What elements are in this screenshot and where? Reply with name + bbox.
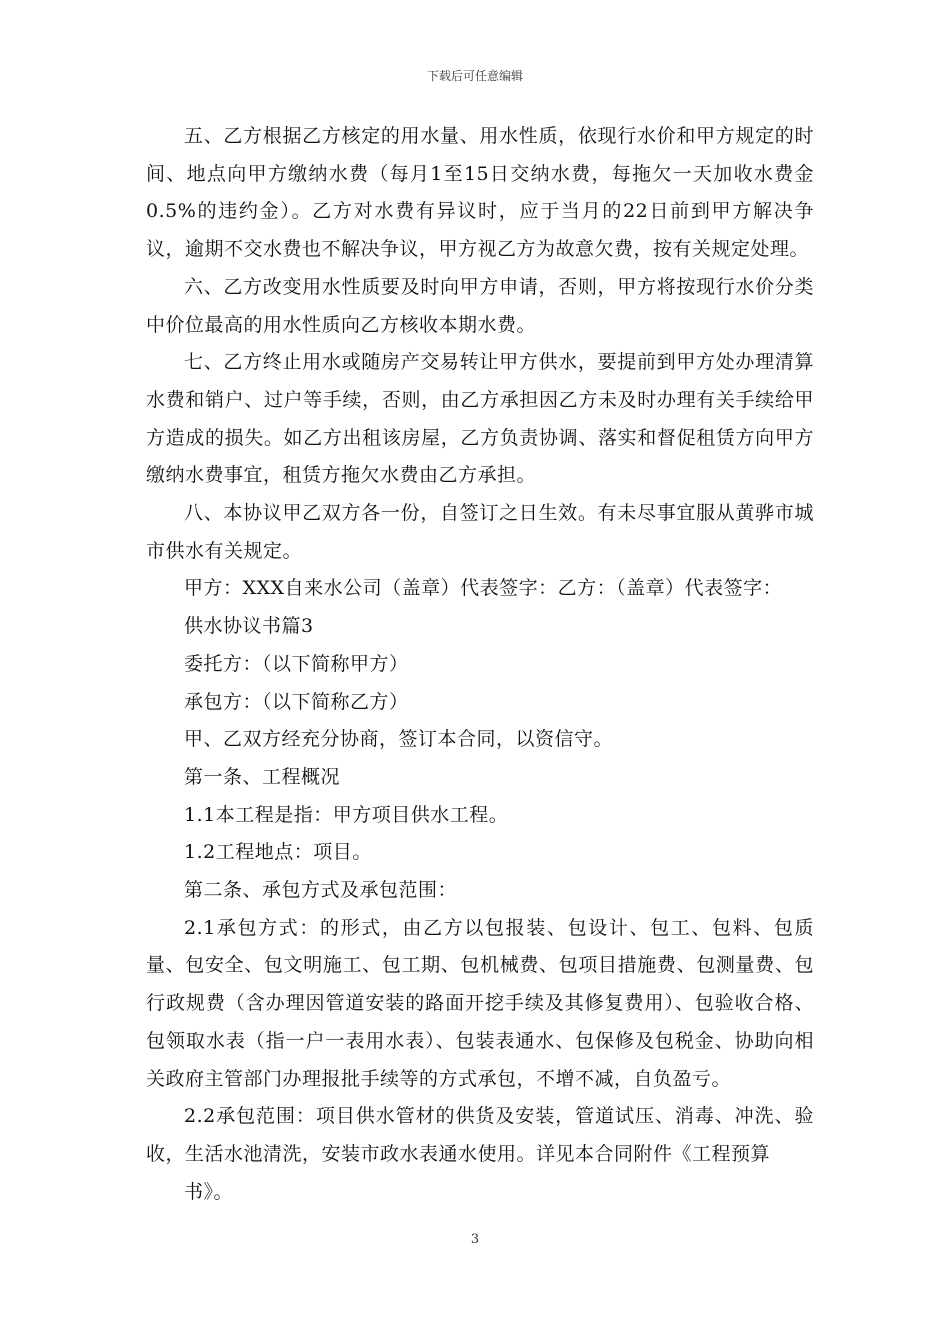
item-2-1: 2.1承包方式：的形式，由乙方以包报装、包设计、包工、包料、包质量、包安全、包文明施工、包工期、包机械费、包项目措施费、包测量费、包行政规费（含办理因管道安装的路面开挖手续及其修复费用）、包验收合格、包领取水表（指一户一表用水表）、包装表通水、包保修及包税金、协助向相关政府主管部门办理报批手续等的方式承包，不增不减，自负盈亏。 bbox=[146, 916, 814, 1090]
paragraph-clause-8: 八、本协议甲乙双方各一份，自签订之日生效。有未尽事宜服从黄骅市城市供水有关规定。 bbox=[146, 502, 814, 562]
paragraph-clause-6: 六、乙方改变用水性质要及时向甲方申请，否则，甲方将按现行水价分类中价位最高的用水性质向乙方核收本期水费。 bbox=[146, 275, 814, 336]
document-body bbox=[146, 118, 814, 1211]
page-number: 3 bbox=[470, 1232, 480, 1247]
item-2-2: 2.2承包范围：项目供水管材的供货及安装，管道试压、消毒、冲洗、验收，生活水池清洗，安装市政水表通水使用。详见本合同附件《工程预算 bbox=[146, 1105, 814, 1165]
article-2-heading: 第二条、承包方式及承包范围： bbox=[184, 879, 458, 902]
party-a-line: 委托方：（以下简称甲方） bbox=[184, 652, 409, 675]
paragraph-clause-7: 七、乙方终止用水或随房产交易转让甲方供水，要提前到甲方处办理清算水费和销户、过户等手续，否则，由乙方承担因乙方未及时办理有关手续给甲方造成的损失。如乙方出租该房屋，乙方负责协调、落实和督促租赁方向甲方缴纳水费事宜，租赁方拖欠水费由乙方承担。 bbox=[146, 351, 814, 487]
page-header: 下载后可任意编辑 bbox=[426, 69, 523, 83]
agreement-statement: 甲、乙双方经充分协商，签订本合同，以资信守。 bbox=[184, 728, 614, 751]
party-b-line: 承包方：（以下简称乙方） bbox=[184, 690, 409, 713]
item-1-2: 1.2工程地点：项目。 bbox=[184, 841, 372, 864]
article-1-heading: 第一条、工程概况 bbox=[184, 765, 341, 788]
item-1-1: 1.1本工程是指：甲方项目供水工程。 bbox=[184, 803, 509, 826]
paragraph-clause-5: 五、乙方根据乙方核定的用水量、用水性质，依现行水价和甲方规定的时间、地点向甲方缴纳水费（每月1至15日交纳水费，每拖欠一天加收水费金0.5%的违约金）。乙方对水费有异议时，应于当月的22日前到甲方解决争议，逾期不交水费也不解决争议，甲方视乙方为故意欠费，按有关规定处理。 bbox=[146, 125, 814, 261]
item-2-2-continued: 书》。 bbox=[184, 1180, 234, 1203]
section-title: 供水协议书篇3 bbox=[184, 615, 314, 638]
signature-line: 甲方：XXX自来水公司（盖章）代表签字：乙方：（盖章）代表签字： bbox=[184, 577, 783, 600]
